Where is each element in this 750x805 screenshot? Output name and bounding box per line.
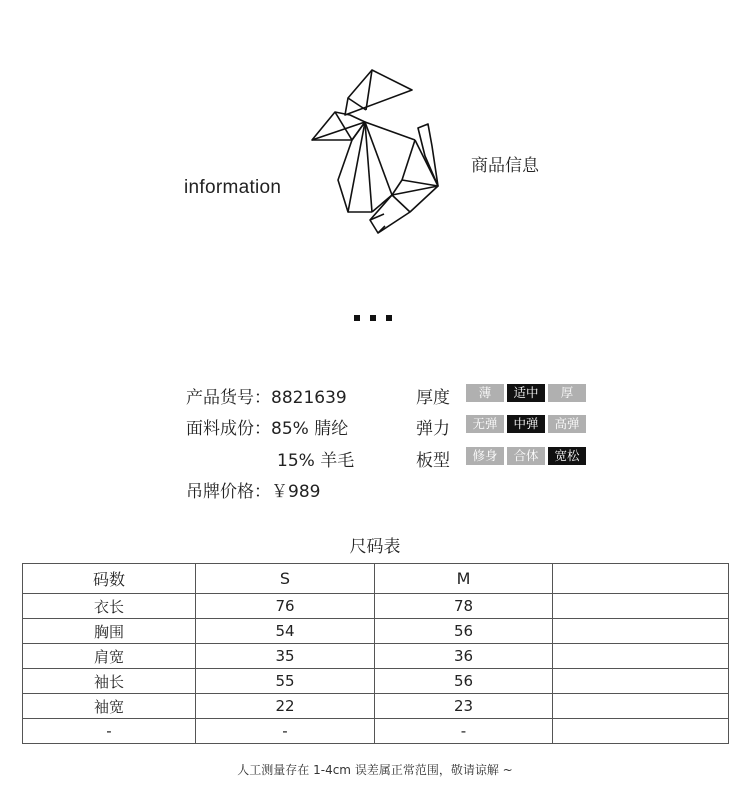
header-cell-empty [553, 564, 729, 594]
header-chinese-title: 商品信息 [471, 156, 539, 176]
item-number-value: 8821639 [271, 388, 347, 408]
table-cell [553, 719, 729, 744]
elasticity-option-medium: 中弹 [507, 415, 545, 433]
table-cell: 胸围 [23, 619, 196, 644]
table-cell: - [375, 719, 553, 744]
table-cell: - [23, 719, 196, 744]
table-cell: 23 [375, 694, 553, 719]
fit-option-regular: 合体 [507, 447, 545, 465]
thickness-option-thin: 薄 [466, 384, 504, 402]
table-cell: 56 [375, 669, 553, 694]
price-label: 吊牌价格： [186, 482, 271, 502]
fabric-row [186, 414, 348, 439]
table-cell: 衣长 [23, 594, 196, 619]
table-cell: 35 [196, 644, 375, 669]
origami-rabbit-logo [305, 68, 445, 240]
fit-label: 板型 [416, 451, 450, 471]
elasticity-label: 弹力 [416, 419, 450, 439]
fabric-label: 面料成份： [186, 419, 271, 439]
fit-option-loose: 宽松 [548, 447, 586, 465]
ellipsis-divider [354, 306, 402, 325]
table-cell: - [196, 719, 375, 744]
size-chart-title: 尺码表 [349, 537, 401, 557]
table-cell: 55 [196, 669, 375, 694]
price-value: ￥989 [271, 482, 321, 502]
fit-option-slim: 修身 [466, 447, 504, 465]
table-cell: 22 [196, 694, 375, 719]
table-row [23, 694, 729, 719]
table-row [23, 594, 729, 619]
elasticity-option-high: 高弹 [548, 415, 586, 433]
item-number-label: 产品货号： [186, 388, 271, 408]
measurement-footnote: 人工测量存在 1-4cm 误差属正常范围，敬请谅解 ~ [237, 763, 513, 777]
header-cell-size: 码数 [23, 564, 196, 594]
table-cell: 36 [375, 644, 553, 669]
header-english-title: information [184, 177, 282, 198]
table-cell [553, 669, 729, 694]
size-chart-table [22, 563, 729, 744]
table-cell: 袖宽 [23, 694, 196, 719]
fabric-value-1: 85% 腈纶 [271, 419, 349, 439]
fabric-value-2: 15% 羊毛 [277, 451, 355, 471]
thickness-option-thick: 厚 [548, 384, 586, 402]
table-row [23, 669, 729, 694]
table-cell [553, 644, 729, 669]
table-cell: 76 [196, 594, 375, 619]
table-cell [553, 594, 729, 619]
table-cell [553, 619, 729, 644]
table-cell [553, 694, 729, 719]
price-row [186, 477, 320, 502]
table-cell: 78 [375, 594, 553, 619]
header-cell-m: M [375, 564, 553, 594]
table-row [23, 719, 729, 744]
header-cell-s: S [196, 564, 375, 594]
table-row [23, 644, 729, 669]
thickness-label: 厚度 [416, 388, 450, 408]
table-row [23, 619, 729, 644]
item-number-row [186, 383, 347, 408]
elasticity-option-none: 无弹 [466, 415, 504, 433]
table-header-row [23, 564, 729, 594]
table-cell: 54 [196, 619, 375, 644]
table-cell: 肩宽 [23, 644, 196, 669]
thickness-option-medium: 适中 [507, 384, 545, 402]
table-cell: 袖长 [23, 669, 196, 694]
table-cell: 56 [375, 619, 553, 644]
